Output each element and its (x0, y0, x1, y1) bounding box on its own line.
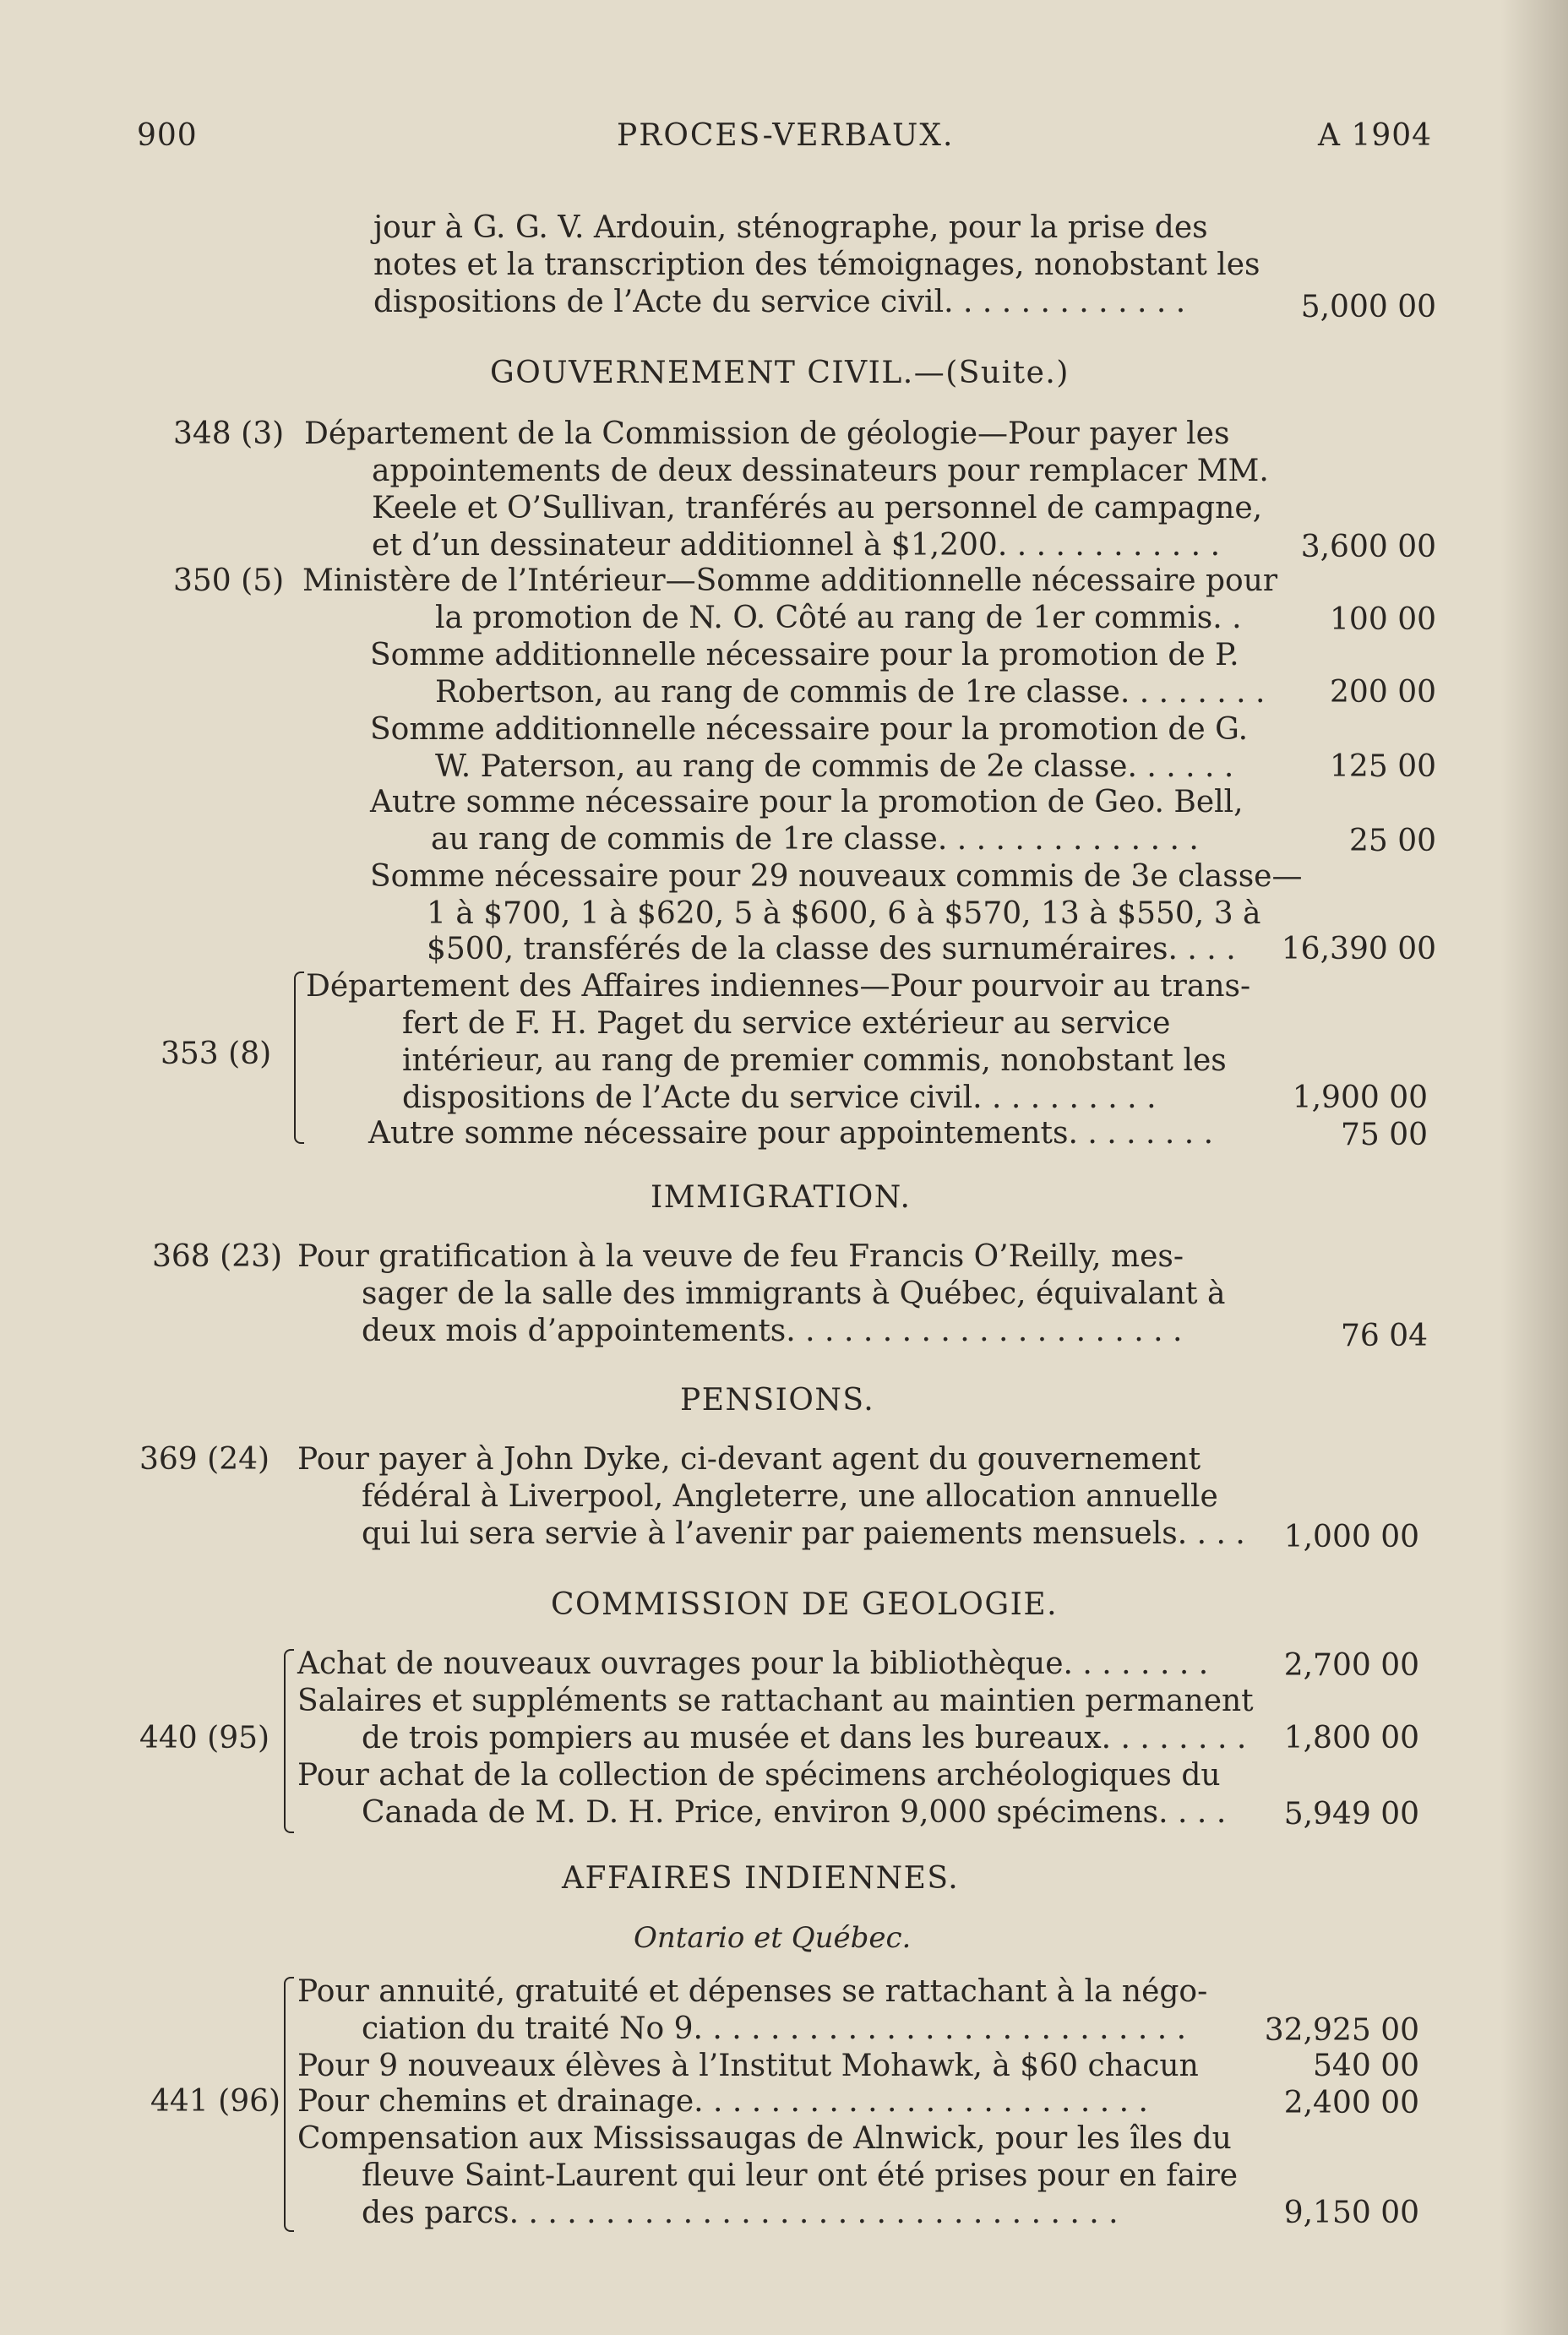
entry-line: Pour achat de la collection de spécimens archéologiques du (297, 1758, 1221, 1793)
entry-amount: 1,900 00 (1292, 1080, 1428, 1115)
brace-441 (284, 1977, 294, 2232)
page-edge-shadow (1500, 0, 1568, 2335)
intro-line: jour à G. G. V. Ardouin, sténographe, pour la prise des (373, 210, 1208, 245)
entry-line: Autre somme nécessaire pour la promotion de Geo. Bell, (370, 785, 1244, 819)
entry-amount: 75 00 (1340, 1118, 1428, 1152)
entry-amount: 1,800 00 (1283, 1721, 1419, 1755)
page-title: PROCES-VERBAUX. (617, 118, 955, 153)
brace-353 (294, 972, 304, 1144)
entry-amount: 2,400 00 (1283, 2086, 1419, 2120)
entry-line: appointements de deux dessinateurs pour remplacer MM. (372, 454, 1269, 488)
section-heading-gouvernement: GOUVERNEMENT CIVIL.—(Suite.) (490, 356, 1070, 390)
entry-line: au rang de commis de 1re classe. . . . . . . . . . . . . . (431, 822, 1199, 857)
entry-line: deux mois d’appointements. . . . . . . . . . . . . . . . . . . . . (362, 1314, 1183, 1348)
entry-amount: 100 00 (1330, 602, 1436, 637)
brace-440 (284, 1649, 294, 1833)
entry-amount: 5,949 00 (1283, 1797, 1419, 1832)
entry-line: Achat de nouveaux ouvrages pour la bibliothèque. . . . . . . . (297, 1646, 1209, 1681)
entry-ref-369: 369 (24) (139, 1442, 270, 1477)
entry-line: fert de F. H. Paget du service extérieur au service (402, 1006, 1171, 1041)
entry-line: des parcs. . . . . . . . . . . . . . . . . . . . . . . . . . . . . . . . (362, 2196, 1119, 2230)
entry-line: intérieur, au rang de premier commis, nonobstant les (402, 1043, 1227, 1078)
entry-line: Somme nécessaire pour 29 nouveaux commis de 3e classe— (370, 859, 1303, 894)
entry-amount: 16,390 00 (1281, 932, 1436, 966)
entry-line: sager de la salle des immigrants à Québec, équivalant à (362, 1276, 1226, 1311)
entry-amount: 3,600 00 (1300, 530, 1436, 564)
entry-line: et d’un dessinateur additionnel à $1,200. . . . . . . . . . . . (372, 528, 1221, 563)
entry-line: dispositions de l’Acte du service civil. . . . . . . . . . (402, 1080, 1157, 1115)
entry-line: fédéral à Liverpool, Angleterre, une allocation annuelle (362, 1479, 1218, 1514)
subsection-heading: Ontario et Québec. (634, 1921, 912, 1955)
entry-line: Pour 9 nouveaux élèves à l’Institut Mohawk, à $60 chacun (297, 2049, 1199, 2083)
entry-line: Pour chemins et drainage. . . . . . . . . . . . . . . . . . . . . . . . (297, 2084, 1148, 2119)
entry-amount: 2,700 00 (1283, 1648, 1419, 1683)
entry-line: 1 à $700, 1 à $620, 5 à $600, 6 à $570, 13 à $550, 3 à (427, 896, 1261, 931)
entry-amount: 125 00 (1330, 749, 1436, 784)
intro-amount: 5,000 00 (1300, 290, 1436, 324)
section-heading-immigration: IMMIGRATION. (651, 1180, 912, 1215)
entry-amount: 32,925 00 (1264, 2013, 1419, 2048)
entry-line: Robertson, au rang de commis de 1re classe. . . . . . . . (435, 675, 1266, 710)
entry-amount: 200 00 (1330, 675, 1436, 710)
page-year: A 1904 (1318, 118, 1433, 153)
section-heading-pensions: PENSIONS. (680, 1383, 875, 1418)
entry-line: Salaires et suppléments se rattachant au maintien permanent (297, 1684, 1254, 1718)
entry-line: Pour annuité, gratuité et dépenses se rattachant à la négo- (297, 1974, 1208, 2009)
entry-amount: 25 00 (1348, 824, 1436, 858)
entry-ref-440: 440 (95) (139, 1721, 270, 1755)
entry-line: Autre somme nécessaire pour appointements. . . . . . . . (368, 1116, 1214, 1151)
page-number: 900 (137, 118, 198, 153)
entry-ref-441: 441 (96) (150, 2084, 281, 2119)
entry-line: Ministère de l’Intérieur—Somme additionnelle nécessaire pour (302, 563, 1278, 598)
entry-ref-353: 353 (8) (161, 1037, 272, 1071)
entry-line: Compensation aux Mississaugas de Alnwick, pour les îles du (297, 2121, 1232, 2156)
entry-line: fleuve Saint-Laurent qui leur ont été prises pour en faire (362, 2158, 1239, 2193)
entry-line: Pour payer à John Dyke, ci-devant agent du gouvernement (297, 1442, 1201, 1477)
entry-amount: 9,150 00 (1283, 2196, 1419, 2230)
section-heading-indiennes: AFFAIRES INDIENNES. (562, 1861, 960, 1896)
section-heading-geologie: COMMISSION DE GEOLOGIE. (551, 1587, 1059, 1622)
entry-line: Département des Affaires indiennes—Pour pourvoir au trans- (306, 969, 1251, 1004)
entry-line: W. Paterson, au rang de commis de 2e classe. . . . . . (435, 749, 1234, 784)
entry-line: $500, transférés de la classe des surnuméraires. . . . (427, 932, 1236, 966)
entry-amount: 1,000 00 (1283, 1520, 1419, 1554)
intro-line: dispositions de l’Acte du service civil. . . . . . . . . . . . . (373, 285, 1186, 319)
intro-line: notes et la transcription des témoignages, nonobstant les (373, 248, 1260, 282)
entry-line: qui lui sera servie à l’avenir par paiements mensuels. . . . (362, 1516, 1245, 1551)
entry-line: de trois pompiers au musée et dans les bureaux. . . . . . . . (362, 1721, 1247, 1755)
entry-line: ciation du traité No 9. . . . . . . . . . . . . . . . . . . . . . . . . . (362, 2011, 1187, 2046)
entry-ref-368: 368 (23) (152, 1239, 283, 1274)
entry-amount: 76 04 (1340, 1319, 1428, 1353)
entry-line: Pour gratification à la veuve de feu Francis O’Reilly, mes- (297, 1239, 1184, 1274)
entry-line: Canada de M. D. H. Price, environ 9,000 spécimens. . . . (362, 1795, 1227, 1830)
entry-ref-348: 348 (3) (173, 416, 285, 451)
entry-ref-350: 350 (5) (173, 563, 285, 598)
entry-line: la promotion de N. O. Côté au rang de 1er commis. . (435, 601, 1242, 635)
entry-line: Somme additionnelle nécessaire pour la promotion de G. (370, 712, 1249, 747)
entry-line: Keele et O’Sullivan, tranférés au personnel de campagne, (372, 491, 1263, 525)
entry-line: Somme additionnelle nécessaire pour la promotion de P. (370, 638, 1239, 672)
entry-amount: 540 00 (1313, 2049, 1419, 2083)
entry-line: Département de la Commission de géologie—Pour payer les (304, 416, 1230, 451)
